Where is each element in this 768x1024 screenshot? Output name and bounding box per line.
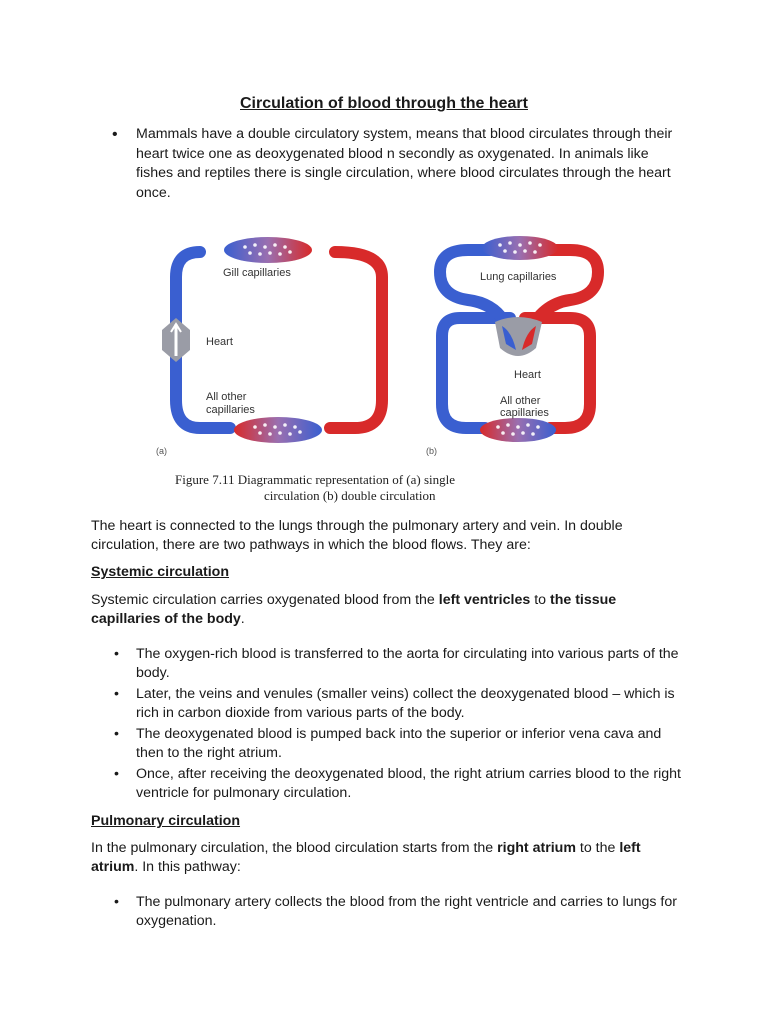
pulmonary-intro-bold-b: right atrium — [497, 840, 576, 856]
systemic-intro — [91, 591, 681, 629]
panel-b-label: (b) — [426, 446, 437, 456]
double-circulation-panel — [426, 236, 598, 456]
other-capillaries-label-a1: All other — [206, 391, 247, 403]
bullet-icon: • — [114, 894, 119, 910]
circulation-diagram — [150, 222, 650, 508]
systemic-intro-text-c: to — [530, 592, 550, 608]
bullet-icon: • — [112, 126, 118, 143]
list-item — [112, 893, 682, 931]
other-capillaries-label-b1: All other — [500, 395, 541, 407]
list-item — [112, 765, 682, 803]
list-item-text: The deoxygenated blood is pumped back into the superior or inferior vena cava and then to the right atrium. — [136, 726, 662, 761]
list-item — [112, 725, 682, 763]
list-item-text: Once, after receiving the deoxygenated blood, the right atrium carries blood to the right ventricle for pulmonary circulation. — [136, 766, 681, 801]
systemic-bullet-list — [112, 645, 682, 805]
bullet-icon: • — [114, 686, 119, 702]
pulmonary-intro-text-c: to the — [575, 840, 620, 856]
lung-capillary-bed — [482, 236, 558, 260]
intro-paragraph: The heart is connected to the lungs through the pulmonary artery and vein. In double circulation, there are two pathways in which the blood flows. They are: — [91, 518, 623, 553]
gill-capillary-bed — [224, 237, 312, 263]
gill-capillaries-label: Gill capillaries — [223, 267, 291, 279]
other-capillaries-label-a2: capillaries — [206, 404, 255, 416]
pulmonary-intro-text-e: . In this pathway: — [134, 859, 241, 875]
figure-caption-line1: Figure 7.11 Diagrammatic representation of (a) single — [175, 472, 456, 487]
panel-a-label: (a) — [156, 446, 167, 456]
bullet-icon: • — [114, 646, 119, 662]
heart-label-b: Heart — [514, 369, 541, 381]
body-capillary-bed — [234, 417, 322, 443]
bullet-icon: • — [114, 726, 119, 742]
list-item-text: The oxygen-rich blood is transferred to the aorta for circulating into various parts of the body. — [136, 646, 679, 681]
systemic-intro-text-e: . — [240, 611, 245, 627]
pulmonary-intro — [91, 839, 681, 877]
page-title: Circulation of blood through the heart — [240, 95, 528, 112]
mammal-heart — [495, 317, 542, 356]
pulmonary-heading: Pulmonary circulation — [91, 813, 241, 829]
list-item-text: Later, the veins and venules (smaller veins) collect the deoxygenated blood – which is rich in carbon dioxide from various parts of the body. — [136, 686, 675, 721]
list-item-text: The pulmonary artery collects the blood from the right ventricle and carries to lungs for oxygenation. — [136, 894, 677, 929]
systemic-intro-bold-d: the tissue capillaries of the body — [91, 592, 617, 627]
intro-bullet-item — [112, 125, 687, 203]
systemic-intro-bold-b: left ventricles — [438, 592, 531, 608]
oxygenated-vessel — [330, 252, 382, 428]
list-item — [112, 645, 682, 683]
pulmonary-intro-bold-d: left atrium — [91, 840, 641, 875]
lung-capillaries-label: Lung capillaries — [480, 271, 557, 283]
systemic-heading: Systemic circulation — [91, 564, 229, 580]
systemic-intro-text-a: Systemic circulation carries oxygenated blood from the — [91, 592, 439, 608]
heart-label-a: Heart — [206, 336, 233, 348]
body-capillary-bed-b — [480, 418, 556, 442]
bullet-icon: • — [114, 766, 119, 782]
pulmonary-bullet-list — [112, 893, 682, 933]
other-capillaries-label-b2: capillaries — [500, 407, 549, 419]
figure-caption-line2: circulation (b) double circulation — [264, 488, 436, 503]
pulmonary-intro-text-a: In the pulmonary circulation, the blood circulation starts from the — [91, 840, 498, 856]
list-item — [112, 685, 682, 723]
single-circulation-panel — [156, 237, 382, 456]
intro-text: Mammals have a double circulatory system, means that blood circulates through their heart twice one as deoxygenated blood n secondly as oxygenated. In animals like fishes and reptiles there is single circulation, where blood circulates through the heart once. — [136, 126, 673, 201]
